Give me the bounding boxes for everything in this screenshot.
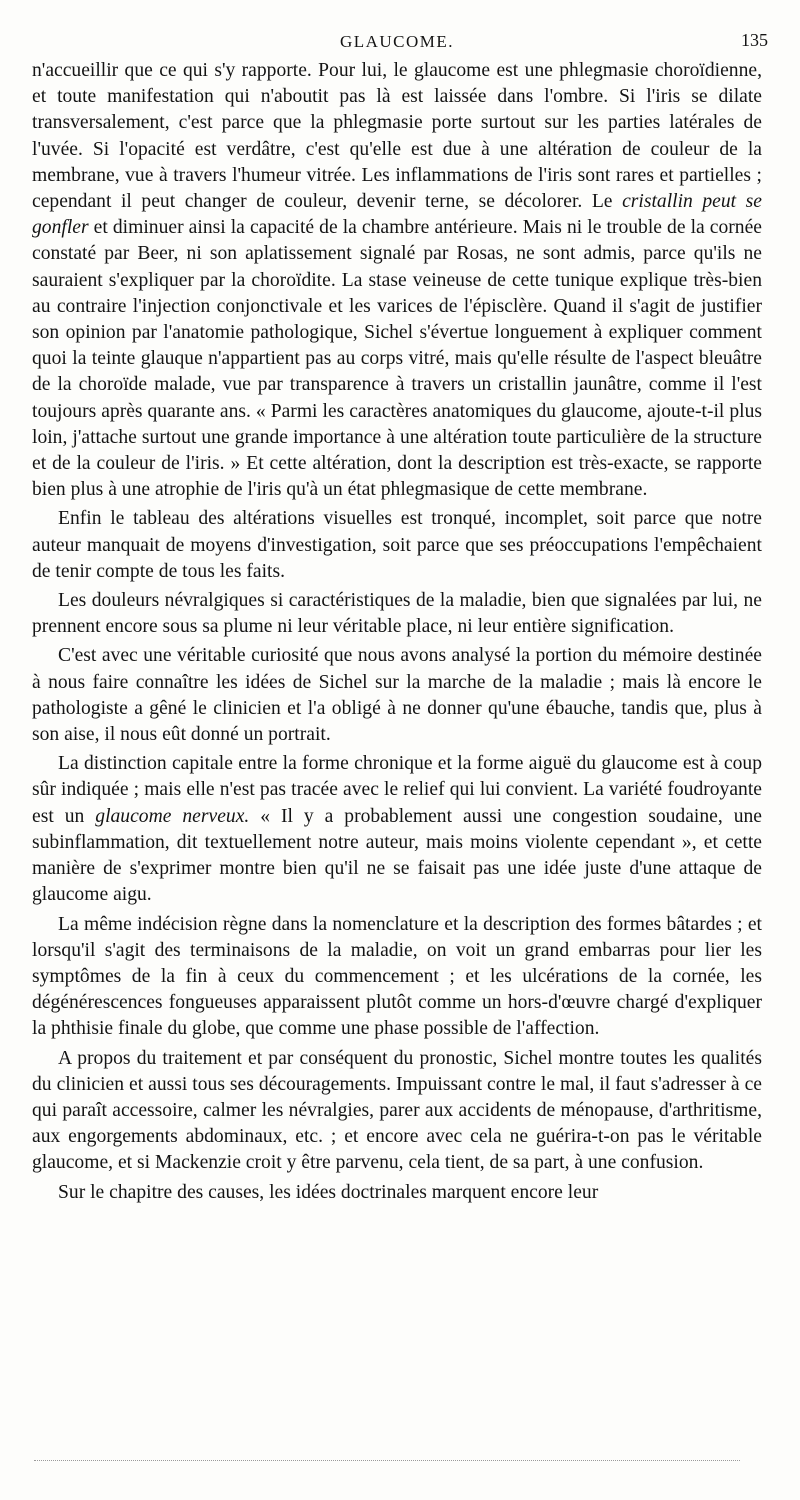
- paragraph-3: [32, 588, 762, 640]
- paragraph-5-text-b: « Il y a probablement aussi une congestion soudaine, une subinflammation, dit textuellement notre auteur, mais moins violente cependant », et cette manière de s'exprimer montre bien qu'il ne se faisait pas une idée juste d'une attaque de glaucome aigu.: [32, 805, 762, 906]
- paragraph-7-text: A propos du traitement et par conséquent du pronostic, Sichel montre toutes les qualités du clinicien et aussi tous ses découragements. Impuissant contre le mal, il faut s'adresser à ce qui paraît accessoire, calmer les névralgies, parer aux accidents de ménopause, d'arthritisme, aux engorgements abdominaux, etc. ; et encore avec cela ne guérira-t-on pas le véritable glaucome, et si Mackenzie croit y être parvenu, cela tient, de sa part, à une confusion.: [32, 1047, 762, 1174]
- paragraph-1-text-a: n'accueillir que ce qui s'y rapporte. Pour lui, le glaucome est une phlegmasie choroïdienne, et toute manifestation qui n'aboutit pas là est laissée dans l'ombre. Si l'iris se dilate transversalement, c'est parce que la phlegmasie porte surtout sur les parties latérales de l'uvée. Si l'opacité est verdâtre, c'est qu'elle est due à une altération de couleur de la membrane, vue à travers l'humeur vitrée. Les inflammations de l'iris sont rares et partielles ; cependant il peut changer de couleur, devenir terne, se décolorer. Le: [32, 60, 762, 213]
- paragraph-5-text-a: La distinction capitale entre la forme chronique et la forme aiguë du glaucome est à coup sûr indiquée ; mais elle n'est pas tracée avec le relief qui lui convient. La variété foudroyante est un: [32, 753, 762, 827]
- body-text: [32, 58, 762, 1206]
- running-title: GLAUCOME.: [339, 32, 455, 51]
- paragraph-7: [32, 1046, 762, 1177]
- paragraph-8: [32, 1180, 762, 1206]
- page-number: 135: [741, 30, 768, 50]
- paragraph-6: [32, 912, 762, 1043]
- paragraph-3-text: Les douleurs névralgiques si caractéristiques de la maladie, bien que signalées par lui, ne prennent encore sous sa plume ni leur véritable place, ni leur entière signification.: [32, 590, 762, 638]
- paragraph-1-italic: cristallin peut se gonfler: [32, 191, 762, 239]
- paragraph-5: [32, 751, 762, 908]
- paragraph-2-text: Enfin le tableau des altérations visuelles est tronqué, incomplet, soit parce que notre auteur manquait de moyens d'investigation, soit parce que ses préoccupations l'empêchaient de tenir compte de tous les faits.: [32, 508, 762, 582]
- paragraph-1-text-b: et diminuer ainsi la capacité de la chambre antérieure. Mais ni le trouble de la cornée constaté par Beer, ni son aplatissement signalé par Rosas, ne sont admis, parce qu'ils ne sauraient s'expliquer par la choroïdite. La stase veineuse de cette tunique explique très-bien au contraire l'injection conjonctivale et les varices de l'épisclère. Quand il s'agit de justifier son opinion par l'anatomie pathologique, Sichel s'évertue longuement à expliquer comment quoi la teinte glauque n'appartient pas au corps vitré, mais qu'elle résulte de l'aspect bleuâtre de la choroïde malade, vue par transparence à travers un cristallin jaunâtre, comme il l'est toujours après quarante ans. « Parmi les caractères anatomiques du glaucome, ajoute-t-il plus loin, j'attache surtout une grande importance à une altération toute particulière de la structure et de la couleur de l'iris. » Et cette altération, dont la description est très-exacte, se rapporte bien plus à une atrophie de l'iris qu'à un état phlegmasique de cette membrane.: [32, 217, 762, 501]
- running-head: [32, 28, 768, 58]
- paragraph-5-italic: glaucome nerveux.: [95, 805, 250, 827]
- paragraph-6-text: La même indécision règne dans la nomenclature et la description des formes bâtardes ; et lorsqu'il s'agit des terminaisons de la maladie, on voit un grand embarras pour lier les symptômes de la fin à ceux du commencement ; et les ulcérations de la cornée, les dégénérescences fongueuses apparaissent plutôt comme un hors-d'œuvre chargé d'expliquer la phthisie finale du globe, que comme une phase possible de l'affection.: [32, 913, 762, 1040]
- paragraph-4-text: C'est avec une véritable curiosité que nous avons analysé la portion du mémoire destinée à nous faire connaître les idées de Sichel sur la marche de la maladie ; mais là encore le pathologiste a gêné le clinicien et l'a obligé à ne donner qu'une ébauche, tandis que, plus à son aise, il nous eût donné un portrait.: [32, 645, 762, 746]
- paragraph-4: [32, 643, 762, 748]
- paragraph-2: [32, 506, 762, 585]
- paragraph-8-text: Sur le chapitre des causes, les idées doctrinales marquent encore leur: [58, 1181, 599, 1203]
- footer-dotted-rule: [34, 1460, 740, 1461]
- paragraph-1: [32, 58, 762, 503]
